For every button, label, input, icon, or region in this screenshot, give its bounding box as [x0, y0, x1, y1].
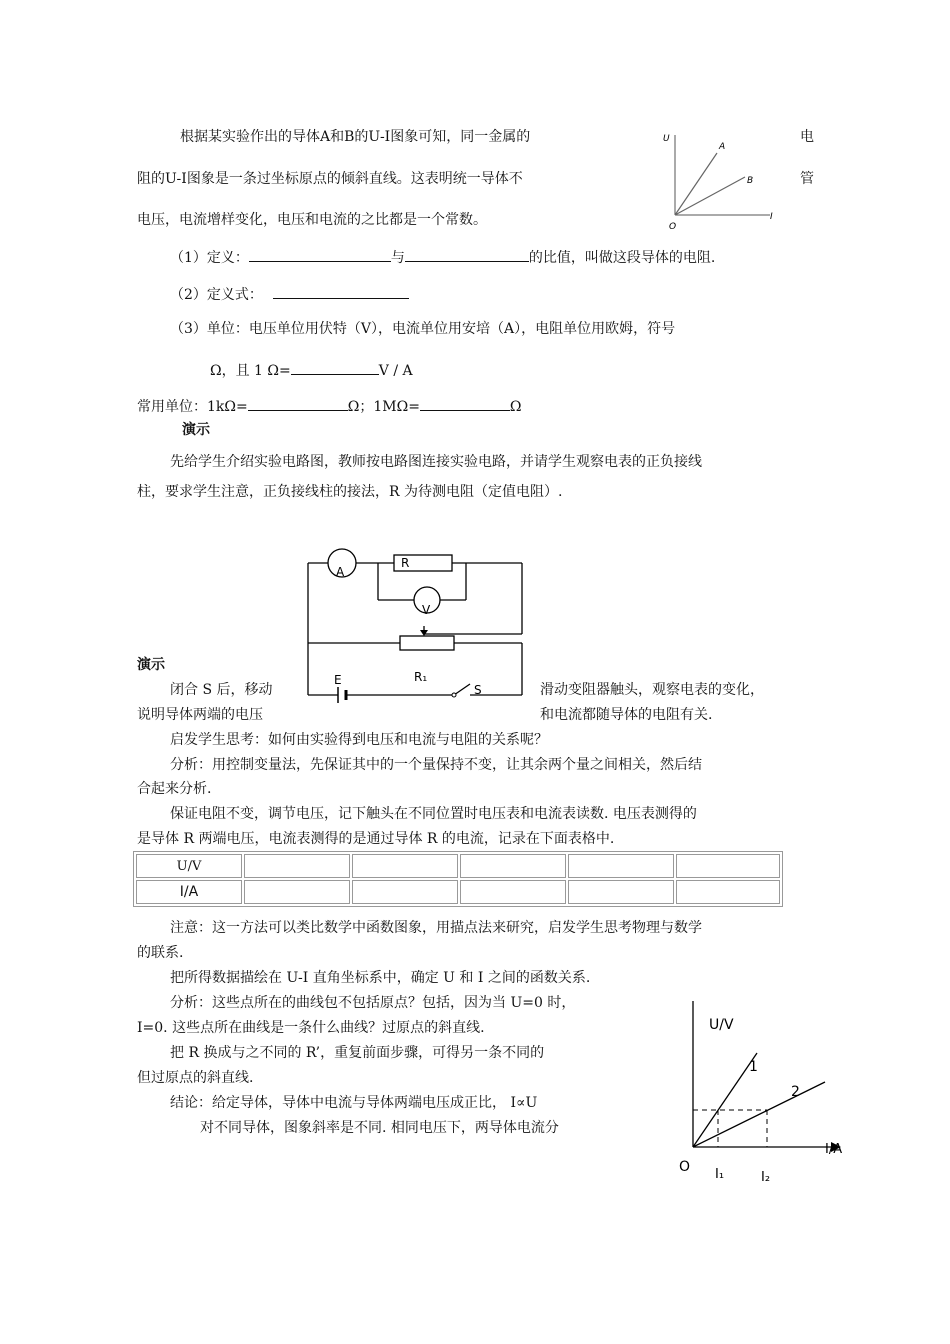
line-1-label: 1	[749, 1059, 758, 1075]
analysis-line-1b: 合起来分析.	[137, 781, 212, 797]
note-line-1: 注意：这一方法可以类比数学中函数图象，用描点法来研究，启发学生思考物理与数学	[170, 920, 702, 936]
table-cell	[676, 854, 780, 878]
small-ui-graph	[655, 125, 780, 235]
table-cell	[460, 880, 566, 904]
demo1-line-2: 柱，要求学生注意，正负接线柱的接法，R 为待测电阻（定值电阻）.	[137, 484, 563, 500]
common-mid: Ω；1MΩ=	[347, 399, 420, 415]
rheostat-slider	[420, 630, 428, 636]
table-cell	[568, 854, 674, 878]
label-b: B	[747, 176, 754, 186]
line-1	[693, 1053, 757, 1147]
intro-line-3: 电压，电流增样变化，电压和电流的之比都是一个常数。	[137, 212, 487, 228]
table-label-u: U/V	[136, 854, 242, 878]
intro-line-2-tail: 管	[800, 171, 814, 187]
line-2-label: 2	[791, 1084, 800, 1100]
blank-1	[249, 247, 391, 262]
demo2-line-1-right: 滑动变阻器触头，观察电表的变化，	[540, 682, 764, 698]
def1-mid: 与	[390, 250, 405, 266]
demo2-line-1-left: 闭合 S 后，移动	[170, 682, 273, 698]
origin-label: O	[669, 222, 677, 232]
line-2	[693, 1082, 825, 1147]
demo2-line-2-left: 说明导体两端的电压	[137, 707, 263, 723]
demo-heading-1: 演示	[182, 422, 210, 438]
table-cell	[568, 880, 674, 904]
def1-label: （1）定义：	[170, 250, 249, 266]
i2-label: I₂	[761, 1170, 771, 1185]
analysis-line-1: 分析：用控制变量法，先保证其中的一个量保持不变，让其余两个量之间相关，然后结	[170, 757, 702, 773]
table-cell	[460, 854, 566, 878]
replace-line-b: 但过原点的斜直线.	[137, 1070, 254, 1086]
table-cell	[352, 854, 458, 878]
common-units	[137, 396, 522, 416]
table-row-i	[136, 880, 780, 904]
label-switch: S	[474, 683, 482, 697]
blank-2	[405, 247, 529, 262]
definition-1	[170, 247, 715, 267]
i1-label: I₁	[715, 1167, 725, 1182]
table-row-u	[136, 854, 780, 878]
switch-contact	[452, 693, 456, 697]
replace-line: 把 R 换成与之不同的 R’，重复前面步骤，可得另一条不同的	[170, 1045, 545, 1061]
intro-line-1-tail: 电	[800, 129, 814, 145]
note-line-1b: 的联系.	[137, 945, 184, 961]
origin-label-large: O	[679, 1159, 691, 1175]
definition-3: （3）单位：电压单位用伏特（V），电流单位用安培（A），电阻单位用欧姆，符号	[170, 321, 676, 337]
blank-5	[248, 396, 348, 411]
label-a: A	[719, 142, 726, 152]
analysis2-line: 分析：这些点所在的曲线包不包括原点？包括，因为当 U=0 时，	[170, 995, 576, 1011]
table-label-i: I/A	[136, 880, 242, 904]
def3b-start: Ω，且 1 Ω=	[210, 363, 291, 379]
keep-line-1: 保证电阻不变，调节电压，记下触头在不同位置时电压表和电流表读数. 电压表测得的	[170, 806, 697, 822]
blank-4	[291, 360, 379, 375]
def1-end: 的比值，叫做这段导体的电阻.	[528, 250, 716, 266]
label-resistor: R	[401, 556, 410, 570]
common-end: Ω	[509, 399, 522, 415]
demo1-line-1: 先给学生介绍实验电路图，教师按电路图连接实验电路，并请学生观察电表的正负接线	[170, 454, 702, 470]
def2-label: （2）定义式：	[170, 287, 263, 303]
axis-i-label: I	[770, 212, 773, 222]
definition-3b	[210, 360, 413, 380]
axis-u-label-large: U/V	[709, 1017, 734, 1033]
think-line: 启发学生思考：如何由实验得到电压和电流与电阻的关系呢？	[170, 732, 548, 748]
blank-3	[273, 284, 409, 299]
label-rheostat: R₁	[414, 670, 428, 684]
intro-line-2: 阻的U-I图象是一条过坐标原点的倾斜直线。这表明统一导体不	[137, 171, 523, 187]
intro-line-1: 根据某实验作出的导体A和B的U-I图象可知，同一金属的	[180, 129, 531, 145]
label-battery: E	[334, 673, 342, 687]
plot-line: 把所得数据描绘在 U-I 直角坐标系中，确定 U 和 I 之间的函数关系.	[170, 970, 591, 986]
table-cell	[244, 880, 350, 904]
line-b	[675, 177, 745, 215]
axis-i-label-large: I/A	[825, 1142, 843, 1157]
rheostat	[400, 636, 454, 650]
label-voltmeter: V	[422, 603, 431, 617]
table-cell	[676, 880, 780, 904]
conclusion-line-b: 对不同导体，图象斜率是不同. 相同电压下，两导体电流分	[200, 1120, 559, 1136]
label-ammeter: A	[336, 565, 345, 579]
axis-u-label: U	[663, 134, 670, 144]
table-cell	[352, 880, 458, 904]
definition-2	[170, 284, 409, 304]
circuit-diagram	[300, 540, 535, 705]
analysis2-line-b: I=0. 这些点所在曲线是一条什么曲线？过原点的斜直线.	[137, 1020, 485, 1036]
common-start: 常用单位：1kΩ=	[137, 399, 248, 415]
blank-6	[420, 396, 510, 411]
demo-heading-2: 演示	[137, 657, 165, 673]
line-a	[675, 153, 717, 215]
conclusion-line: 结论：给定导体，导体中电流与导体两端电压成正比， I∝U	[170, 1095, 538, 1111]
data-table	[133, 851, 783, 907]
def3b-end: V / A	[378, 363, 413, 379]
keep-line-1b: 是导体 R 两端电压，电流表测得的是通过导体 R 的电流，记录在下面表格中.	[137, 831, 615, 847]
demo2-line-2-right: 和电流都随导体的电阻有关.	[540, 707, 713, 723]
large-ui-graph	[675, 995, 850, 1195]
table-cell	[244, 854, 350, 878]
